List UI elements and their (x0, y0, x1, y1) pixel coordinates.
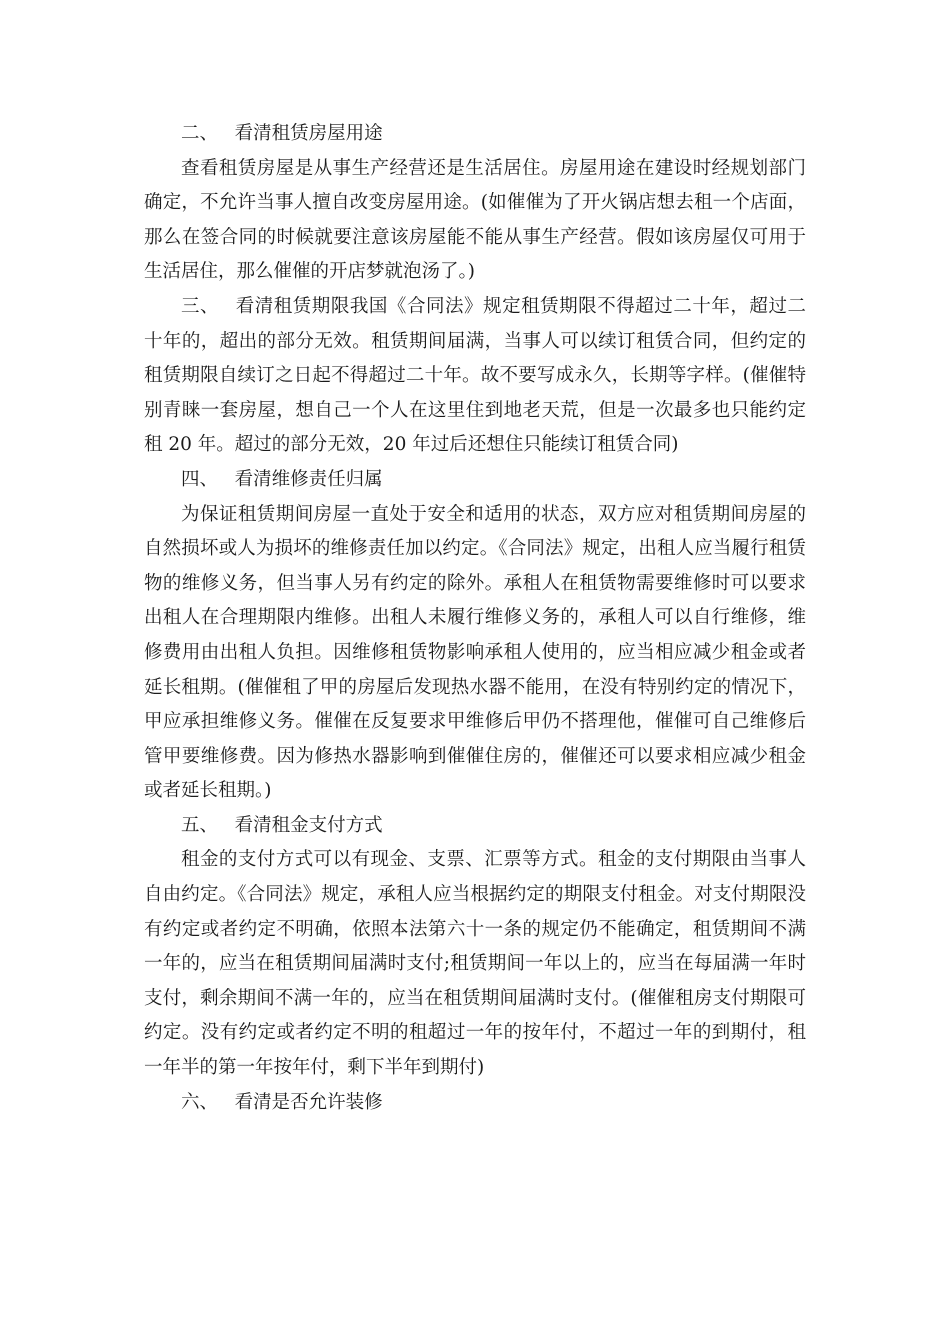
section-number: 二、 (181, 123, 219, 144)
section-number: 四、 (181, 468, 219, 490)
section-title: 看清租赁房屋用途 (234, 123, 383, 144)
section-title: 看清是否允许装修 (234, 1091, 383, 1113)
section-title: 看清租金支付方式 (234, 814, 383, 836)
section-heading-2 (144, 117, 806, 152)
section-text: 看清租赁期限我国《合同法》规定租赁期限不得超过二十年，超过二十年的，超出的部分无效。租赁期间届满，当事人可以续订租赁合同，但约定的租赁期限自续订之日起不得超过二十年。故不要写成永久，长期等字样。(催催特别青睐一套房屋，想自己一个人在这里住到地老天荒，但是一次最多也只能约定租 20 年。超过的部分无效，20 年过后还想住只能续订租赁合同) (144, 295, 806, 456)
document-body (144, 117, 806, 1120)
section-heading-6 (144, 1086, 806, 1121)
body-paragraph-payment: 租金的支付方式可以有现金、支票、汇票等方式。租金的支付期限由当事人自由约定。《合同法》规定，承租人应当根据约定的期限支付租金。对支付期限没有约定或者约定不明确，依照本法第六十一条的规定仍不能确定，租赁期间不满一年的，应当在租赁期间届满时支付;租赁期间一年以上的，应当在每届满一年时支付，剩余期间不满一年的，应当在租赁期间届满时支付。(催催租房支付期限可约定。没有约定或者约定不明的租超过一年的按年付，不超过一年的到期付，租一年半的第一年按年付，剩下半年到期付) (144, 849, 806, 1079)
section-number: 五、 (181, 814, 219, 836)
body-paragraph-usage: 查看租赁房屋是从事生产经营还是生活居住。房屋用途在建设时经规划部门确定，不允许当事人擅自改变房屋用途。(如催催为了开火锅店想去租一个店面，那么在签合同的时候就要注意该房屋能不能从事生产经营。假如该房屋仅可用于生活居住，那么催催的开店梦就泡汤了。) (144, 157, 806, 283)
body-paragraph-repair: 为保证租赁期间房屋一直处于安全和适用的状态，双方应对租赁期间房屋的自然损坏或人为损坏的维修责任加以约定。《合同法》规定，出租人应当履行租赁物的维修义务，但当事人另有约定的除外。承租人在租赁物需要维修时可以要求出租人在合理期限内维修。出租人未履行维修义务的，承租人可以自行维修，维修费用由出租人负担。因维修租赁物影响承租人使用的，应当相应减少租金或者延长租期。(催催租了甲的房屋后发现热水器不能用，在没有特别约定的情况下，甲应承担维修义务。催催在反复要求甲维修后甲仍不搭理他，催催可自己维修后管甲要维修费。因为修热水器影响到催催住房的，催催还可以要求相应减少租金或者延长租期。) (144, 503, 806, 802)
section-heading-4 (144, 463, 806, 498)
section-number: 六、 (181, 1091, 219, 1113)
section-number: 三、 (181, 295, 220, 317)
section-title: 看清维修责任归属 (234, 468, 383, 490)
section-heading-3 (144, 290, 806, 463)
section-heading-5 (144, 809, 806, 844)
